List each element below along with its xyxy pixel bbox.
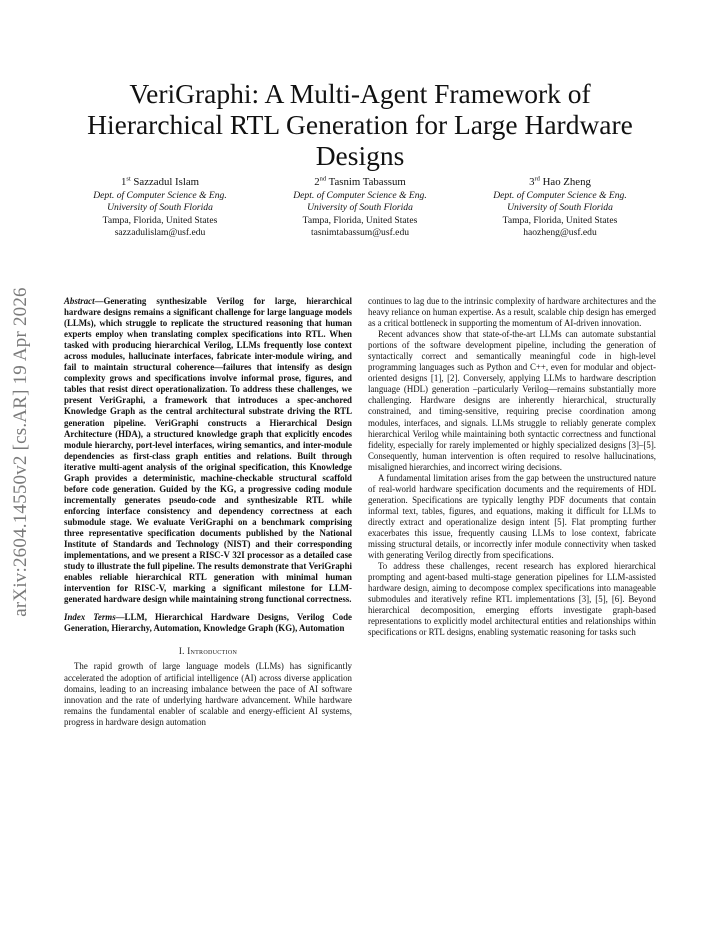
author-ordinal-suffix: st [126,175,131,183]
index-terms-text: —LLM, Hierarchical Hardware Designs, Verilog Code Generation, Hierarchy, Automation, Knowledge Graph (KG), Automation [64,612,353,634]
abstract-label: Abstract [64,296,95,306]
author-university: University of South Florida [507,202,613,214]
author-2 [260,176,460,240]
author-dept: Dept. of Computer Science & Eng. [293,189,427,201]
author-dept: Dept. of Computer Science & Eng. [493,189,627,201]
author-block [60,176,660,240]
author-ordinal-suffix: rd [534,175,540,183]
index-terms-label: Index Terms [64,612,116,623]
author-university: University of South Florida [107,202,213,214]
intro-paragraph-1: The rapid growth of large language models (LLMs) has significantly accelerated the adoption of artificial intelligence (AI) across diverse application domains, leading to an increasing imbalance between the pace of AI software innovation and the rate of underlying hardware advancement. While hardware remains the fundamental enabler of scalable and energy-efficient AI systems, progress in hardware design automation [64,661,352,727]
author-ordinal: 2 [314,176,320,188]
intro-paragraph-4: To address these challenges, recent research has explored hierarchical prompting and agent-based multi-stage generation pipelines for LLM-assisted hardware design, aiming to decompose complex specifications into manageable submodules and iteratively refine RTL implementations [3], [5], [6]. Beyond hierarchical decomposition, emerging efforts investigate graph-based representations to explicitly model architectural entities and relationships within specifications or RTL designs, enabling systematic reasoning for tasks such [368,561,656,638]
author-name-text: Tasnim Tabassum [328,176,406,188]
author-3 [460,176,660,240]
author-name-text: Sazzadul Islam [133,176,200,188]
author-location: Tampa, Florida, United States [302,214,418,226]
abstract-text: —Generating synthesizable Verilog for large, hierarchical hardware designs remains a significant challenge for large language models (LLMs), which struggle to replicate the structured reasoning that human experts employ when translating complex specifications into RTL. When tasked with producing hierarchical Verilog, LLMs frequently lose context across modules, hallucinate interfaces, fabricate inter-module wiring, and fail to maintain structural coherence—failures that intensify as design complexity grows and specifications involve informal prose, figures, and tables that resist direct operationalization. To address these challenges, we present VeriGraphi, a framework that introduces a spec-anchored Knowledge Graph as the central architectural substrate driving the RTL generation pipeline. VeriGraphi constructs a Hierarchical Design Architecture (HDA), a structured knowledge graph that explicitly encodes module hierarchy, port-level interfaces, wiring semantics, and inter-module dependencies as first-class graph entities and relations. Built through iterative multi-agent analysis of the original specification, this Knowledge Graph provides a deterministic, machine-checkable structural scaffold before code generation. Guided by the KG, a progressive coding module incrementally generates pseudo-code and synthesizable RTL while enforcing interface consistency and dependency correctness at each submodule stage. We evaluate VeriGraphi on a benchmark comprising three representative specification documents published by the National Institute of Standards and Technology (NIST) and their corresponding implementations, and we present a RISC-V 32I processor as a detailed case study to illustrate the full pipeline. The results demonstrate that VeriGraphi enables reliable hierarchical RTL generation with minimal human intervention for RISC-V, marking a significant milestone for LLM-generated hardware design while maintaining strong functional correctness. [64,296,352,605]
author-email: haozheng@usf.edu [523,227,597,239]
abstract [64,296,352,605]
author-name [60,176,260,189]
intro-paragraph-1-continued: continues to lag due to the intrinsic complexity of hardware architectures and the heavy reliance on human expertise. As a result, scalable chip design has emerged as a critical bottleneck in supporting the momentum of AI-driven innovation. [368,296,656,329]
author-email: sazzadulislam@usf.edu [114,227,206,239]
paper-title: VeriGraphi: A Multi-Agent Framework of Hierarchical RTL Generation for Large Hardware Designs [87,78,633,172]
author-location: Tampa, Florida, United States [102,214,218,226]
author-university: University of South Florida [307,202,413,214]
author-ordinal-suffix: nd [319,175,327,183]
index-terms [64,612,352,634]
section-numeral: I. [178,646,185,657]
author-name-text: Hao Zheng [542,176,591,188]
intro-paragraph-3: A fundamental limitation arises from the gap between the unstructured nature of real-world hardware specification documents and the requirements of HDL generation. Specifications are typically lengthy PDF documents that contain informal text, tables, figures, and equations, making it difficult for LLMs to directly extract and operationalize design intent [5]. Flat prompting further exacerbates this issue, frequently causing LLMs to lose context, fabricate missing structural details, or incorrectly infer module connectivity when tasked with generating Verilog directly from specifications. [368,472,656,561]
left-column [64,296,352,728]
author-1 [60,176,260,240]
intro-paragraph-2: Recent advances show that state-of-the-art LLMs can automate substantial portions of the software development pipeline, including the generation of syntactically correct and semantically meaningful code in high-level programming languages such as Python and C++, even for modular and object-oriented designs [1], [2]. Conversely, applying LLMs to hardware description language (HDL) generation –particularly Verilog—remains substantially more challenging. Hardware designs are inherently hierarchical, structurally constrained, and timing-sensitive, requiring precise coordination among modules, interfaces, and signals. LLMs struggle to reliably generate complex hierarchical Verilog while maintaining both syntactic correctness and functional fidelity, especially for rarely implemented or highly specialized designs [3]–[5]. Consequently, human intervention is often required to resolve hallucinations, misaligned hierarchies, and incorrect wiring decisions. [368,329,656,472]
author-ordinal: 1 [120,176,127,188]
section-title: Introduction [187,646,238,657]
arxiv-identifier: arXiv:2604.14550v2 [cs.AR] 19 Apr 2026 [10,287,31,617]
author-name [260,176,460,189]
author-ordinal: 3 [529,176,535,188]
author-location: Tampa, Florida, United States [502,214,618,226]
right-column [368,296,656,638]
author-email: tasnimtabassum@usf.edu [310,227,410,239]
author-dept: Dept. of Computer Science & Eng. [93,189,227,201]
author-name [460,176,660,189]
section-heading-introduction [64,646,352,657]
